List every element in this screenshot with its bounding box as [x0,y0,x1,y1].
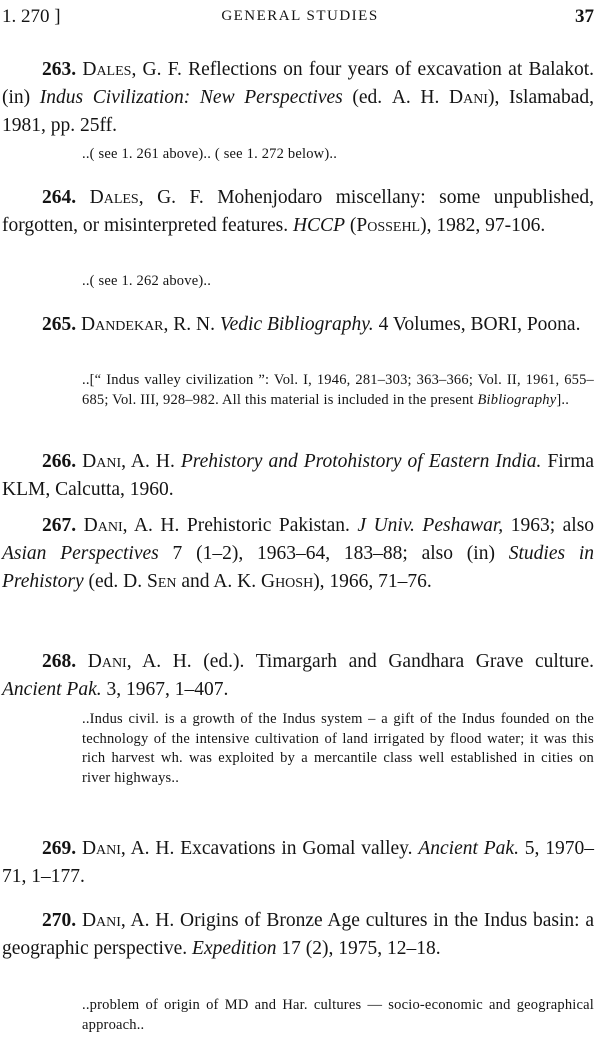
entry-rest: 3, 1967, 1–407. [106,679,229,700]
entry-source: Ancient Pak. [2,679,102,700]
bib-entry-268 [2,648,594,704]
entry-rest: , 1982, 97-106. [426,215,546,236]
entry-source: J Univ. Peshawar, [357,515,504,536]
annotation-268: ..Indus civil. is a growth of the Indus system – a gift of the Indus founded on the technology of the intensive cultivation of land irrigated by flood water; it was this rich harvest wh. was exploited by a mercantile class well established in cities on river highways.. [82,711,594,786]
entry-rest: ), 1966, 71–76. [313,571,432,592]
entry-rest: 4 Volumes, BORI, Poona. [378,314,581,335]
entry-author: Dani, A. H. [82,451,175,472]
entry-number: 270. [42,910,77,931]
entry-title: Origins of Bronze Age cultures in the Indus basin: a geographic perspective. [2,910,595,959]
entry-number: 263. [42,59,77,80]
annotation-270: ..problem of origin of MD and Har. cultures — socio-economic and geographical approach.. [82,997,594,1033]
entry-title: Timargarh and Gandhara Grave culture. [255,651,595,672]
page-header [0,6,600,30]
bib-entry-266 [2,448,594,504]
annotation-264: ..( see 1. 262 above).. [82,273,212,289]
entry-number: 266. [42,451,77,472]
entry-number: 268. [42,651,77,672]
entry-author: Dani, A. H. [81,838,175,859]
entry-rest: ), Islamabad, 1981, pp. 25ff. [2,87,594,136]
entry-author: Dandekar, R. N. [81,314,215,335]
entry-number: 264. [42,187,77,208]
entry-source-3: Studies in Prehistory [2,543,595,592]
entry-title: Reflections on four years of excavation at Balakot. [188,59,594,80]
entry-mid: (ed. D. [88,571,143,592]
entry-rest: Firma KLM, Calcutta, 1960. [2,451,595,500]
entry-number: 265. [42,314,77,335]
entry-ed: (ed.). [203,651,245,672]
entry-editor: A. H. Dani [391,87,488,108]
entry-editor: Sen [146,571,177,592]
entry-editor: Possehl [356,215,421,236]
bib-entry-264: 264. Dales, G. F. Mohenjodaro miscellany: some unpublished, forgotten, or misinterpreted features. HCCP (Possehl), 1982, 97-106. [2,187,595,236]
entry-source-2: Asian Perspectives [2,543,159,564]
entry-ed: (ed. [352,87,383,108]
bib-entry-265 [2,311,594,339]
annotation-263: ..( see 1. 261 above).. ( see 1. 272 below).. [82,146,338,162]
entry-author: Dani, A. H. [83,515,180,536]
entry-mid: 1963; also [510,515,595,536]
note-end: ].. [556,391,570,408]
annotation-265 [82,371,594,410]
entry-author: Dales, G. F. [89,187,204,208]
entry-mid: 7 (1–2), 1963–64, 183–88; also (in) [172,543,495,564]
page-number: 37 [575,6,594,27]
entry-title: Mohenjodaro miscellany: some unpublished, forgotten, or misinterpreted features. [2,187,595,236]
entry-rest: 17 (2), 1975, 12–18. [281,938,441,959]
entry-title: Prehistoric Pakistan. [186,515,350,536]
entry-rest: 5, 1970–71, 1–177. [2,838,595,887]
entry-editor: Ghosh [260,571,314,592]
running-title: GENERAL STUDIES [221,8,379,24]
entry-source: Vedic Bibliography. [219,314,374,335]
bib-entry-270 [2,907,594,963]
entry-in: (in) [2,87,31,108]
note-text: ..[“ Indus valley civilization ”: Vol. I, 1946, 281–303; 363–366; Vol. II, 1961, 655–685; Vol. III, 928–982. All this material is included in the present [82,372,594,408]
bib-entry-267 [2,512,594,596]
entry-author: Dani, A. H. [87,651,192,672]
entry-source: Expedition [192,938,277,959]
note-italic: Bibliography [477,391,557,408]
entry-author: Dales, G. F. [82,59,182,80]
section-ref: 1. 270 ] [2,6,61,27]
entry-source: Ancient Pak. [418,838,519,859]
entry-number: 269. [42,838,77,859]
bib-entry-269 [2,835,594,891]
entry-source: Indus Civilization: New Perspectives [39,87,343,108]
entry-source: Prehistory and Protohistory of Eastern India. [180,451,542,472]
entry-author: Dani, A. H. [81,910,175,931]
entry-title: Excavations in Gomal valley. [180,838,413,859]
bib-entry-263 [2,56,594,140]
entry-source: HCCP [292,215,345,236]
entry-number: 267. [42,515,77,536]
entry-mid: and A. K. [181,571,257,592]
